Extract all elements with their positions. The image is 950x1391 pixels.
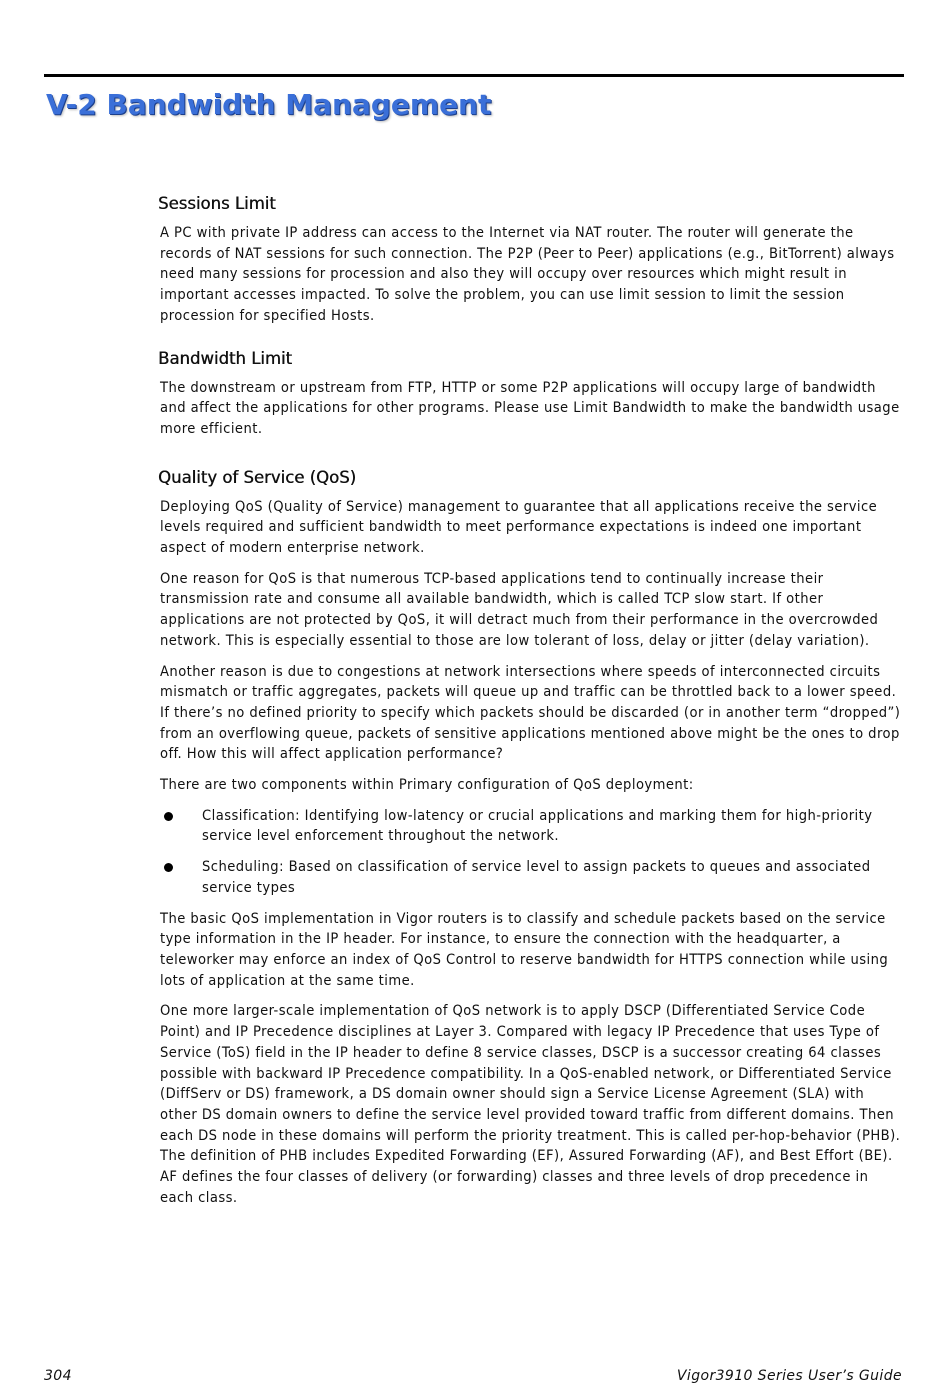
bullet-dot-icon bbox=[164, 863, 173, 872]
bandwidth-limit-paragraph: The downstream or upstream from FTP, HTTP or some P2P applications will occupy large of bandwidth and affect the applications for other programs. Please use Limit Bandwidth to make the bandwidth usage more efficient. bbox=[160, 378, 900, 437]
bullet-text-classification: Classification: Identifying low-latency or crucial applications and marking them for high-priority service level enforcement throughout the network. bbox=[202, 806, 873, 845]
qos-paragraph-3: Another reason is due to congestions at network intersections where speeds of interconnected circuits mismatch or traffic aggregates, packets will queue up and traffic can be throttled back to a lower speed. If there’s no defined priority to specify which packets should be discarded (or in another term “dropped”) from an overflowing queue, packets of sensitive applications mentioned above might be the ones to drop off. How this will affect application performance? bbox=[160, 662, 901, 763]
qos-bullet-list bbox=[158, 806, 906, 899]
page-content bbox=[158, 194, 906, 1218]
qos-paragraph-2: One reason for QoS is that numerous TCP-based applications tend to continually increase their transmission rate and consume all available bandwidth, which is called TCP slow start. If other applications are not protected by QoS, it will detract much from their performance in the overcrowded network. This is especially essential to those are low tolerant of loss, delay or jitter (delay variation). bbox=[160, 569, 879, 649]
sessions-limit-paragraph: A PC with private IP address can access to the Internet via NAT router. The router will generate the records of NAT sessions for such connection. The P2P (Peer to Peer) applications (e.g., BitTorrent) always need many sessions for procession and also they will occupy over resources which might result in important accesses impacted. To solve the problem, you can use limit session to limit the session procession for specified Hosts. bbox=[160, 224, 895, 324]
top-rule bbox=[44, 74, 904, 77]
bullet-text-scheduling: Scheduling: Based on classification of service level to assign packets to queues and associated service types bbox=[202, 858, 871, 896]
section-heading-bandwidth-limit: Bandwidth Limit bbox=[158, 348, 292, 368]
list-item bbox=[158, 806, 906, 847]
page-number: 304 bbox=[44, 1368, 72, 1384]
section-heading-qos: Quality of Service (QoS) bbox=[158, 467, 357, 487]
list-item bbox=[158, 857, 906, 898]
guide-title: Vigor3910 Series User’s Guide bbox=[676, 1368, 902, 1384]
qos-paragraph-1: Deploying QoS (Quality of Service) management to guarantee that all applications receive the service levels required and sufficient bandwidth to meet performance expectations is indeed one important aspect of modern enterprise network. bbox=[160, 497, 878, 557]
section-heading-sessions-limit: Sessions Limit bbox=[158, 194, 276, 213]
qos-paragraph-4: There are two components within Primary configuration of QoS deployment: bbox=[160, 776, 694, 794]
page-footer bbox=[44, 1368, 902, 1388]
qos-paragraph-5: The basic QoS implementation in Vigor routers is to classify and schedule packets based on the service type information in the IP header. For instance, to ensure the connection with the headquarter, a teleworker may enforce an index of QoS Control to reserve bandwidth for HTTPS connection while using lots of application at the same time. bbox=[160, 909, 889, 989]
qos-paragraph-6: One more larger-scale implementation of QoS network is to apply DSCP (Differentiated Service Code Point) and IP Precedence disciplines at Layer 3. Compared with legacy IP Precedence that uses Type of Service (ToS) field in the IP header to define 8 service classes, DSCP is a successor creating 64 classes possible with backward IP Precedence compatibility. In a QoS-enabled network, or Differentiated Service (DiffServ or DS) framework, a DS domain owner should sign a Service License Agreement (SLA) with other DS domain owners to define the service level provided toward traffic from different domains. Then each DS node in these domains will perform the priority treatment. This is called per-hop-behavior (PHB). The definition of PHB includes Expedited Forwarding (EF), Assured Forwarding (AF), and Best Effort (BE). AF defines the four classes of delivery (or forwarding) classes and three levels of drop precedence in each class. bbox=[160, 1002, 901, 1206]
bullet-dot-icon bbox=[164, 812, 173, 821]
chapter-title: V-2 Bandwidth Management bbox=[46, 88, 492, 121]
